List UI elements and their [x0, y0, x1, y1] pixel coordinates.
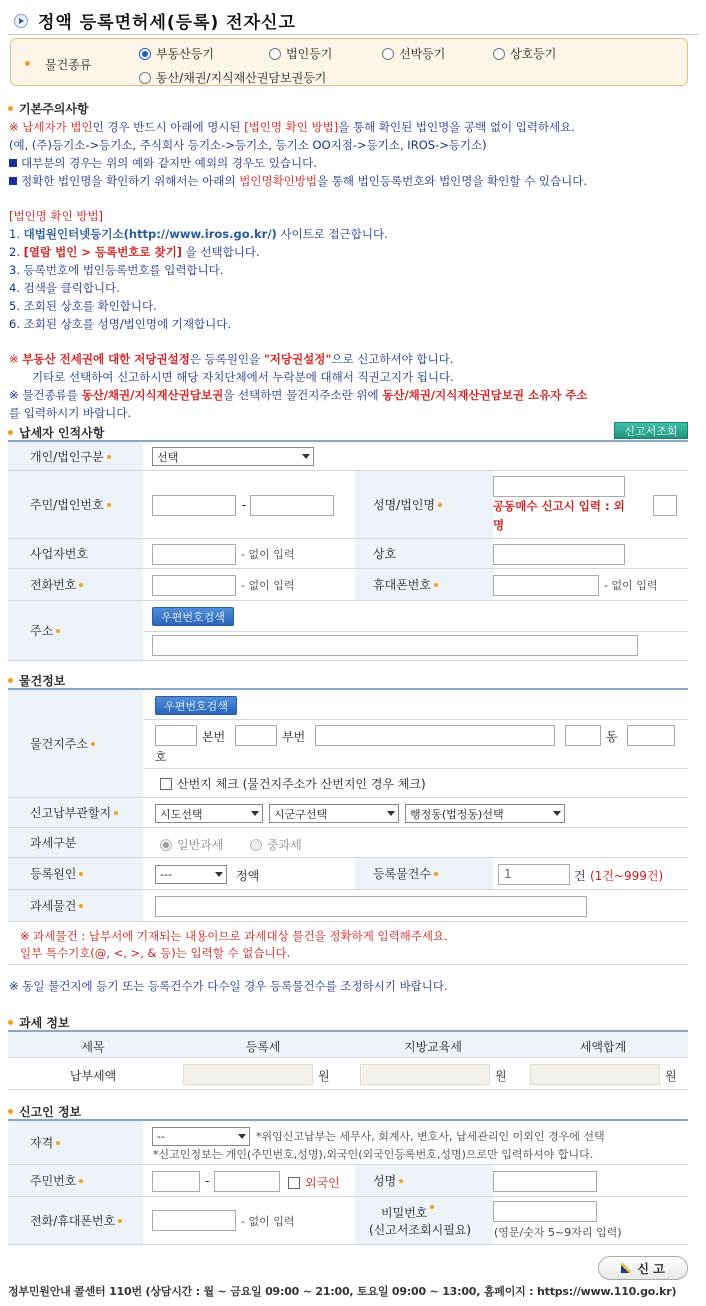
joint-unit: 명 — [493, 518, 505, 532]
notice-line-1: ※ 납세자가 법인인 경우 반드시 아래에 명시된 [법인명 확인 방법]을 통해 확인된 법인명을 공백 없이 입력하세요. — [9, 120, 575, 134]
square-bullet-icon — [9, 177, 17, 185]
reporter-id-label: 주민번호 — [8, 1165, 143, 1196]
registration-tax-field — [183, 1064, 313, 1085]
row-taxtype — [8, 828, 688, 858]
taxitem-warning-2: 일부 특수기호(@, <, >, & 등)는 입력할 수 없습니다. — [20, 946, 291, 960]
checkbox[interactable] — [160, 778, 172, 790]
row-property-address — [8, 690, 688, 798]
property-count-notice: ※ 동일 물건지에 등기 또는 등록건수가 다수일 경우 등록물건수를 조정하시기 바랍니다. — [9, 979, 448, 993]
biz-number-input[interactable] — [152, 544, 236, 565]
won-unit: 원 — [665, 1069, 677, 1083]
sigungu-select[interactable]: 시군구선택 — [269, 804, 399, 823]
id-second-input[interactable] — [250, 495, 334, 516]
notice-collateral: ※ 물건종류를 동산/채권/지식재산권담보권을 선택하면 물건지주소란 위에 동산/채권/지식재산권담보권 소유자 주소 — [9, 388, 588, 402]
count-unit: 건 — [574, 869, 586, 883]
col-header: 세목 — [81, 1040, 105, 1054]
item-type-label: 물건종류 — [45, 58, 92, 72]
notice-line-2: (예, (주)등기소->등기소, 주식회사 등기소->등기소, 등기소 OO지점->등기소, IROS->등기소) — [9, 138, 487, 152]
joint-count-input[interactable] — [653, 495, 677, 516]
count-input[interactable]: 1 — [498, 864, 570, 885]
method-step-5: 5. 조회된 상호를 확인합니다. — [9, 299, 157, 313]
taxitem-input[interactable] — [155, 896, 587, 917]
chevron-down-icon — [302, 454, 310, 459]
dong-select[interactable]: 행정동(법정동)선택 — [405, 804, 565, 823]
required-icon — [114, 811, 118, 815]
sub-number-label: 부번 — [282, 730, 306, 744]
property-address-label: 물건지주소 — [8, 690, 143, 797]
notice-line-4: 정확한 법인명을 확인하기 위해서는 아래의 법인명확인방법을 통해 법인등록번호와 법인명을 확인할 수 있습니다. — [9, 173, 587, 189]
checkbox[interactable] — [288, 1177, 300, 1189]
sub-number-input[interactable] — [235, 725, 277, 746]
required-icon — [79, 872, 83, 876]
row-cause — [8, 858, 688, 890]
row-id-name — [8, 471, 688, 539]
method-step-3: 3. 등록번호에 법인등록번호를 입력합니다. — [9, 263, 224, 277]
row-reporter-phone — [8, 1197, 688, 1245]
foreigner-checkbox[interactable]: 외국인 — [288, 1174, 340, 1191]
required-icon — [79, 904, 83, 908]
main-number-input[interactable] — [155, 725, 197, 746]
amount-row-label: 납부세액 — [69, 1069, 117, 1083]
bullet-icon — [8, 106, 13, 111]
required-icon — [107, 503, 111, 507]
qualification-label: 자격 — [8, 1121, 143, 1164]
sido-select[interactable]: 시도선택 — [155, 804, 263, 823]
zip-search-button[interactable]: 우편번호검색 — [155, 696, 237, 715]
qualification-note-2: *신고인정보는 개인(주민번호,성명),외국인(외국인등록번호,성명)으로만 입력하셔야 합니다. — [153, 1148, 594, 1161]
chevron-down-icon — [215, 872, 223, 877]
phone-label: 전화번호 — [8, 569, 143, 600]
required-icon — [399, 1179, 403, 1183]
footer-callcenter: 정부민원안내 콜센터 110번 (상담시간 : 월 ~ 금요일 09:00 ~ 21:00, 토요일 09:00 ~ 13:00, 홈페이지 : https://www.110.go.kr) — [8, 1285, 677, 1298]
radio-real-estate[interactable]: 부동산등기 — [139, 45, 214, 62]
iros-link[interactable]: 대법원인터넷등기소(http://www.iros.go.kr/) — [23, 227, 277, 241]
row-address — [8, 601, 688, 661]
reporter-name-label: 성명 — [355, 1165, 493, 1196]
radio-corporate[interactable]: 법인등기 — [269, 45, 332, 62]
mobile-label: 휴대폰번호 — [355, 569, 493, 600]
id-label: 주민/법인번호 — [8, 471, 143, 538]
row-divider — [144, 631, 688, 632]
joint-buyer-label: 공동매수 신고시 입력 : 외 — [493, 499, 625, 513]
required-icon — [438, 503, 442, 507]
mobile-input[interactable] — [493, 575, 599, 596]
notice-heading: 기본주의사항 — [8, 100, 89, 117]
required-icon — [118, 1219, 122, 1223]
dong-label: 동 — [606, 730, 618, 744]
count-label: 등록물건수 — [355, 858, 493, 889]
taxinfo-heading: 과세 정보 — [8, 1014, 70, 1031]
page-title: 정액 등록면허세(등록) 전자신고 — [14, 8, 296, 33]
id-first-input[interactable] — [152, 495, 236, 516]
ho-label: 호 — [155, 750, 167, 764]
radio-button[interactable] — [269, 48, 281, 60]
phone-input[interactable] — [152, 575, 236, 596]
no-dash-hint: - 없이 입력 — [241, 1215, 295, 1228]
radio-button[interactable] — [382, 48, 394, 60]
dong-input[interactable] — [565, 725, 601, 746]
address-label: 주소 — [8, 601, 143, 660]
chevron-down-icon — [238, 1134, 246, 1139]
person-type-label: 개인/법인구분 — [8, 442, 143, 470]
reporter-phone-label: 전화/휴대폰번호 — [8, 1197, 143, 1244]
detail-address-input[interactable] — [315, 725, 555, 746]
required-icon — [434, 872, 438, 876]
required-icon — [107, 455, 111, 459]
address-input[interactable] — [152, 635, 638, 656]
cause-label: 등록원인 — [8, 858, 143, 889]
password-input[interactable] — [493, 1201, 597, 1222]
flat-rate-label: 정액 — [236, 869, 260, 883]
zip-search-button[interactable]: 우편번호검색 — [152, 607, 234, 626]
method-step-2: 2. [열람 법인 > 등록번호로 찾기] 을 선택합니다. — [9, 245, 260, 259]
arrow-circle-icon — [14, 14, 28, 28]
chevron-down-icon — [251, 811, 259, 816]
radio-button[interactable] — [139, 72, 151, 84]
qualification-select[interactable]: -- — [152, 1127, 250, 1146]
notice-collateral-2: 를 입력하시기 바랍니다. — [9, 406, 132, 420]
bullet-icon — [8, 1020, 13, 1025]
col-header: 등록세 — [245, 1040, 281, 1054]
row-phone — [8, 569, 688, 601]
method-step-6: 6. 조회된 상호를 성명/법인명에 기재합니다. — [9, 317, 231, 331]
taxpayer-heading: 납세자 인적사항 — [8, 424, 104, 441]
total-tax-field — [530, 1064, 660, 1085]
password-hint: (영문/숫자 5~9자리 입력) — [494, 1226, 622, 1239]
row-reporter-id — [8, 1165, 688, 1197]
mountain-lot-checkbox[interactable]: 산번지 체크 (물건지주소가 산번지인 경우 체크) — [160, 775, 426, 792]
title-divider — [8, 34, 698, 35]
radio-trade-name[interactable]: 상호등기 — [493, 45, 556, 62]
col-header: 지방교육세 — [404, 1040, 462, 1054]
office-label: 신고납부관할지 — [8, 798, 143, 827]
bullet-icon — [8, 1109, 13, 1114]
reporter-id-first-input[interactable] — [152, 1171, 200, 1192]
square-bullet-icon — [9, 159, 17, 167]
radio-button[interactable] — [160, 839, 172, 851]
required-icon — [430, 1205, 434, 1209]
password-label: 비밀번호 (신고서조회시필요) — [355, 1197, 493, 1244]
name-label: 성명/법인명 — [355, 471, 493, 538]
bullet-icon — [25, 61, 30, 66]
shop-input[interactable] — [493, 544, 625, 565]
cause-select[interactable]: --- — [155, 865, 227, 884]
radio-movable-collateral[interactable]: 동산/채권/지식재산권담보권등기 — [139, 69, 326, 86]
no-dash-hint: - 없이 입력 — [241, 548, 295, 561]
radio-button[interactable] — [250, 839, 262, 851]
taxitem-label: 과세물건 — [8, 890, 143, 921]
method-title: [법인명 확인 방법] — [9, 209, 104, 223]
shop-label: 상호 — [355, 539, 493, 568]
education-tax-field — [360, 1064, 490, 1085]
row-divider — [144, 719, 688, 720]
dash: - — [205, 1174, 210, 1188]
count-range: (1건~999건) — [590, 869, 664, 883]
property-heading: 물건정보 — [8, 672, 65, 689]
name-input[interactable] — [493, 476, 625, 497]
dash: - — [242, 498, 247, 512]
taxitem-warning-1: ※ 과세물건 : 납부서에 기재되는 내용이므로 과세대상 물건을 정확하게 입력해주세요. — [20, 929, 448, 943]
notice-line-3: 대부분의 경우는 위의 예와 같지만 예외의 경우도 있습니다. — [9, 155, 317, 171]
no-dash-hint: - 없이 입력 — [241, 579, 295, 592]
required-icon — [79, 1179, 83, 1183]
reporter-heading: 신고인 정보 — [8, 1103, 81, 1120]
radio-button[interactable] — [139, 48, 151, 60]
required-icon — [91, 742, 95, 746]
row-qualification — [8, 1121, 688, 1165]
row-divider — [144, 768, 688, 769]
bullet-icon — [8, 430, 13, 435]
row-office — [8, 798, 688, 828]
required-icon — [79, 583, 83, 587]
required-icon — [56, 1141, 60, 1145]
pencil-icon — [621, 1263, 631, 1273]
row-person-type — [8, 442, 688, 471]
taxinfo-amount-row — [8, 1058, 688, 1090]
method-step-4: 4. 검색을 클릭합니다. — [9, 281, 120, 295]
row-biz — [8, 539, 688, 569]
item-type-box — [10, 38, 688, 86]
radio-ship[interactable]: 선박등기 — [382, 45, 445, 62]
required-icon — [56, 629, 60, 633]
col-header: 세액합계 — [579, 1040, 627, 1054]
row-taxitem — [8, 890, 688, 922]
chevron-down-icon — [387, 811, 395, 816]
chevron-down-icon — [553, 811, 561, 816]
won-unit: 원 — [318, 1069, 330, 1083]
main-number-label: 본번 — [202, 730, 226, 744]
no-dash-hint: - 없이 입력 — [604, 579, 658, 592]
ho-input[interactable] — [627, 725, 675, 746]
row-divider — [8, 964, 688, 965]
required-icon — [434, 583, 438, 587]
reporter-phone-input[interactable] — [152, 1210, 236, 1231]
radio-button[interactable] — [493, 48, 505, 60]
notice-mortgage-2: 기타로 선택하여 신고하시면 해당 자치단체에서 누락분에 대해서 직권고지가 됩니다. — [32, 370, 454, 384]
radio-general-tax[interactable]: 일반과세 — [160, 836, 223, 853]
person-type-select[interactable]: 선택 — [152, 447, 314, 466]
taxinfo-header-row — [8, 1032, 688, 1058]
submit-button[interactable]: 신 고 — [598, 1256, 688, 1280]
biz-label: 사업자번호 — [8, 539, 143, 568]
won-unit: 원 — [495, 1069, 507, 1083]
reporter-id-second-input[interactable] — [214, 1171, 280, 1192]
reporter-name-input[interactable] — [493, 1171, 597, 1192]
method-step-1: 1. 대법원인터넷등기소(http://www.iros.go.kr/) 사이트로 접근합니다. — [9, 227, 388, 241]
qualification-note-1: *위임신고납부는 세무사, 회계사, 변호사, 납세관리인 이외인 경우에 선택 — [256, 1130, 605, 1143]
lookup-report-button[interactable]: 신고서조회 — [614, 422, 688, 439]
notice-mortgage: ※ 부동산 전세권에 대한 저당권설정은 등록원인을 "저당권설정"으로 신고하셔야 합니다. — [9, 352, 454, 366]
taxtype-label: 과세구분 — [8, 828, 143, 857]
radio-heavy-tax[interactable]: 중과세 — [250, 836, 302, 853]
bullet-icon — [8, 678, 13, 683]
